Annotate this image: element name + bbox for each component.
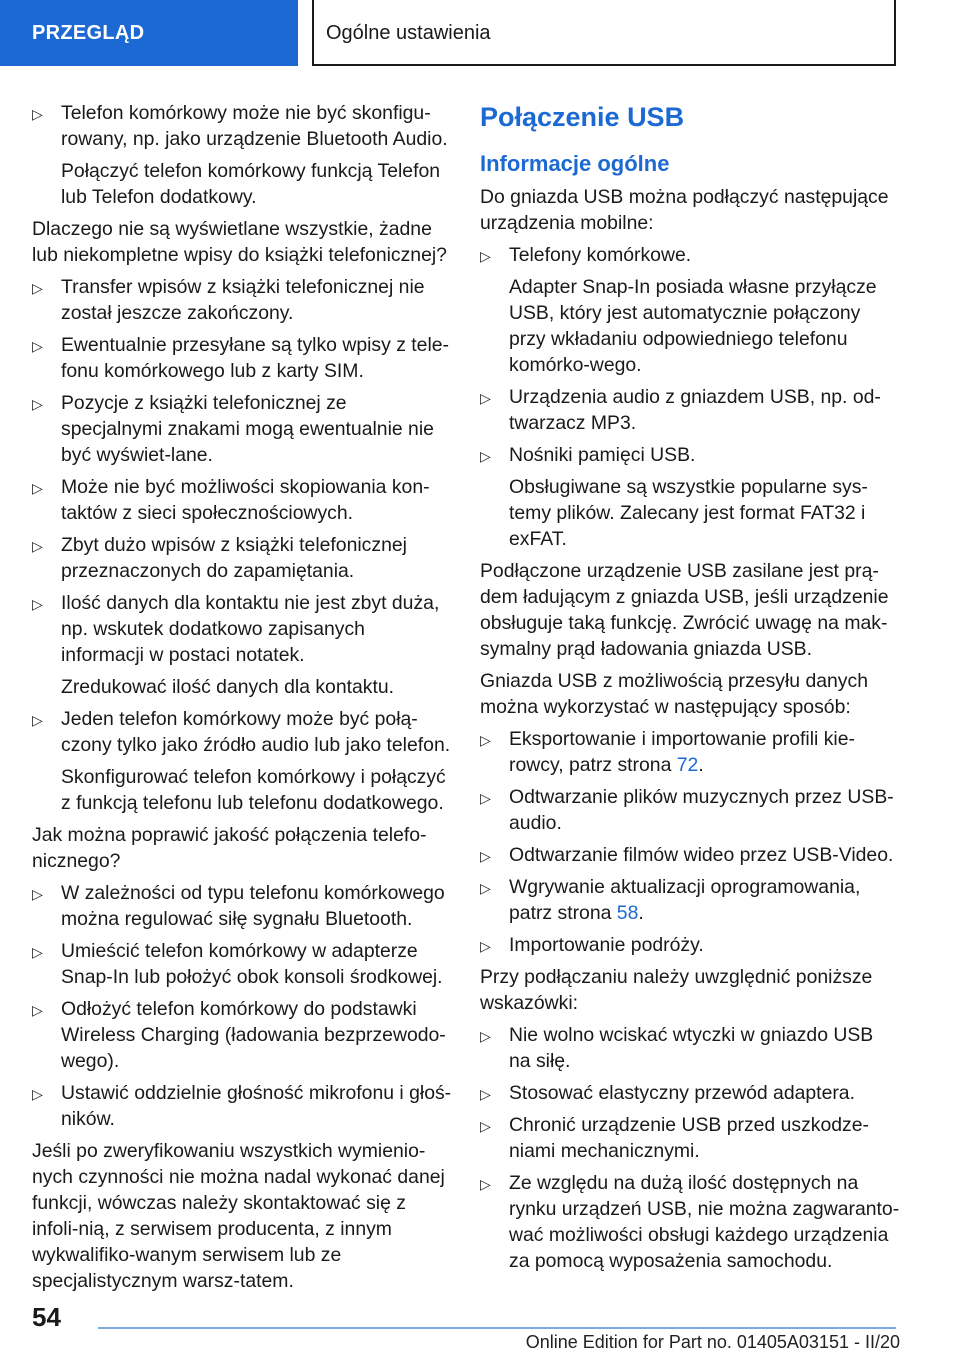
closing-paragraph: Jeśli po zweryfikowaniu wszystkich wymienio-nych czynności nie można nadal wykonać danej funkcji, wówczas należy skontaktować się z infoli-nią, z serwisem producenta, z innym wykwalifiko-wanym serwisem lub ze specjalistycznym warsz-tatem. xyxy=(32,1140,445,1292)
list-item: ▷ Telefony komórkowe. xyxy=(480,242,900,268)
page-header xyxy=(0,0,960,66)
list-item: ▷ Ilość danych dla kontaktu nie jest zbyt duża, np. wskutek dodatkowo zapisanych informacji w postaci notatek. xyxy=(32,592,440,666)
bullet-triangle-icon: ▷ xyxy=(32,1086,43,1102)
list-item: ▷ Nie wolno wciskać wtyczki w gniazdo USB na siłę. xyxy=(480,1024,874,1072)
page-number: 54 xyxy=(32,1302,61,1332)
bullet-triangle-icon: ▷ xyxy=(480,880,491,896)
bullet-triangle-icon: ▷ xyxy=(32,106,43,122)
list-item: ▷ Telefon komórkowy może nie być skonfigu-rowany, np. jako urządzenie Bluetooth Audio. xyxy=(32,102,448,150)
subsection-heading: Informacje ogólne xyxy=(480,151,670,176)
list-item: ▷ Eksportowanie i importowanie profili kie-rowcy, patrz strona 72. xyxy=(480,728,855,776)
bullet-triangle-icon: ▷ xyxy=(32,396,43,412)
question-paragraph: Jak można poprawić jakość połączenia telefo-nicznego? xyxy=(32,824,427,872)
sub-paragraph: Zredukować ilość danych dla kontaktu. xyxy=(61,676,395,698)
list-item: ▷ Ustawić oddzielnie głośność mikrofonu i głoś-ników. xyxy=(32,1082,452,1130)
list-item: ▷ Odłożyć telefon komórkowy do podstawki Wireless Charging (ładowania bezprzewodo-wego). xyxy=(32,998,446,1072)
list-item: ▷ Ze względu na dużą ilość dostępnych na rynku urządzeń USB, nie można zagwaranto-wać możliwości obsługi każdego urządzenia za pomocą wyposażenia samochodu. xyxy=(480,1172,900,1272)
sub-paragraph: Połączyć telefon komórkowy funkcją Telefon lub Telefon dodatkowy. xyxy=(61,160,441,208)
question-paragraph: Dlaczego nie są wyświetlane wszystkie, żadne lub niekompletne wpisy do książki telefonicznej? xyxy=(32,218,447,266)
sub-paragraph: Adapter Snap-In posiada własne przyłącze USB, który jest automatycznie połączony przy wkładaniu odpowiedniego telefonu komórko-wego. xyxy=(509,276,877,376)
bullet-triangle-icon: ▷ xyxy=(32,712,43,728)
list-item: ▷ Może nie być możliwości skopiowania kon-taktów z sieci społecznościowych. xyxy=(32,476,430,524)
bullet-triangle-icon: ▷ xyxy=(480,790,491,806)
list-item: ▷ Ewentualnie przesyłane są tylko wpisy z tele-fonu komórkowego lub z karty SIM. xyxy=(32,334,449,382)
sub-paragraph: Skonfigurować telefon komórkowy i połączyć z funkcją telefonu lub telefonu dodatkowego. xyxy=(61,766,446,814)
paragraph: Do gniazda USB można podłączyć następujące urządzenia mobilne: xyxy=(480,186,889,234)
paragraph: Podłączone urządzenie USB zasilane jest prą-dem ładującym z gniazda USB, jeśli urządzenie obsługuje taką funkcję. Zwrócić uwagę na mak-symalny prąd ładowania gniazda USB. xyxy=(480,560,889,660)
list-item: ▷ W zależności od typu telefonu komórkowego można regulować siłę sygnału Bluetooth. xyxy=(32,882,445,930)
list-item: ▷ Umieścić telefon komórkowy w adapterze Snap-In lub położyć obok konsoli środkowej. xyxy=(32,940,443,988)
list-item: ▷ Importowanie podróży. xyxy=(480,932,900,958)
page-link-72[interactable]: 72 xyxy=(676,754,699,776)
list-item: ▷ Stosować elastyczny przewód adaptera. xyxy=(480,1080,900,1106)
list-item: ▷ Zbyt dużo wpisów z książki telefonicznej przeznaczonych do zapamiętania. xyxy=(32,534,407,582)
bullet-triangle-icon: ▷ xyxy=(32,944,43,960)
bullet-triangle-icon: ▷ xyxy=(32,538,43,554)
list-item: ▷ Urządzenia audio z gniazdem USB, np. od-twarzacz MP3. xyxy=(480,386,881,434)
bullet-triangle-icon: ▷ xyxy=(480,1086,491,1102)
list-item: ▷ Odtwarzanie plików muzycznych przez USB-audio. xyxy=(480,786,894,834)
list-item: ▷ Nośniki pamięci USB. xyxy=(480,442,900,468)
list-item: ▷ Pozycje z książki telefonicznej ze specjalnymi znakami mogą ewentualnie nie być wyświet-lane. xyxy=(32,392,434,466)
bullet-triangle-icon: ▷ xyxy=(32,280,43,296)
paragraph: Gniazda USB z możliwością przesyłu danych można wykorzystać w następujący sposób: xyxy=(480,670,868,718)
bullet-triangle-icon: ▷ xyxy=(480,1028,491,1044)
list-item: ▷ Transfer wpisów z książki telefonicznej nie został jeszcze zakończony. xyxy=(32,276,425,324)
bullet-triangle-icon: ▷ xyxy=(480,732,491,748)
paragraph: Przy podłączaniu należy uwzględnić poniższe wskazówki: xyxy=(480,966,873,1014)
list-item: ▷ Wgrywanie aktualizacji oprogramowania, patrz strona 58. xyxy=(480,876,861,924)
footer-divider xyxy=(98,1327,896,1329)
bullet-triangle-icon: ▷ xyxy=(480,390,491,406)
left-column xyxy=(32,100,452,1300)
bullet-triangle-icon: ▷ xyxy=(32,338,43,354)
list-item: ▷ Jeden telefon komórkowy może być połą-czony tylko jako źródło audio lub jako telefon. xyxy=(32,708,451,756)
right-column xyxy=(480,100,900,1280)
section-heading: Połączenie USB xyxy=(480,102,685,132)
list-item: ▷ Chronić urządzenie USB przed uszkodze-niami mechanicznymi. xyxy=(480,1114,869,1162)
bullet-triangle-icon: ▷ xyxy=(480,448,491,464)
bullet-triangle-icon: ▷ xyxy=(480,848,491,864)
bullet-triangle-icon: ▷ xyxy=(32,886,43,902)
bullet-triangle-icon: ▷ xyxy=(32,1002,43,1018)
bullet-triangle-icon: ▷ xyxy=(480,248,491,264)
bullet-triangle-icon: ▷ xyxy=(32,480,43,496)
bullet-triangle-icon: ▷ xyxy=(32,596,43,612)
chapter-title: Ogólne ustawienia xyxy=(312,0,896,66)
sub-paragraph: Obsługiwane są wszystkie popularne sys-temy plików. Zalecany jest format FAT32 i exFAT. xyxy=(509,476,868,550)
bullet-triangle-icon: ▷ xyxy=(480,1118,491,1134)
footer-edition: Online Edition for Part no. 01405A03151 - II/20 xyxy=(525,1332,900,1352)
bullet-triangle-icon: ▷ xyxy=(480,938,491,954)
section-tab[interactable]: PRZEGLĄD xyxy=(0,0,298,66)
page-link-58[interactable]: 58 xyxy=(616,902,639,924)
bullet-triangle-icon: ▷ xyxy=(480,1176,491,1192)
list-item: ▷ Odtwarzanie filmów wideo przez USB-Video. xyxy=(480,842,900,868)
